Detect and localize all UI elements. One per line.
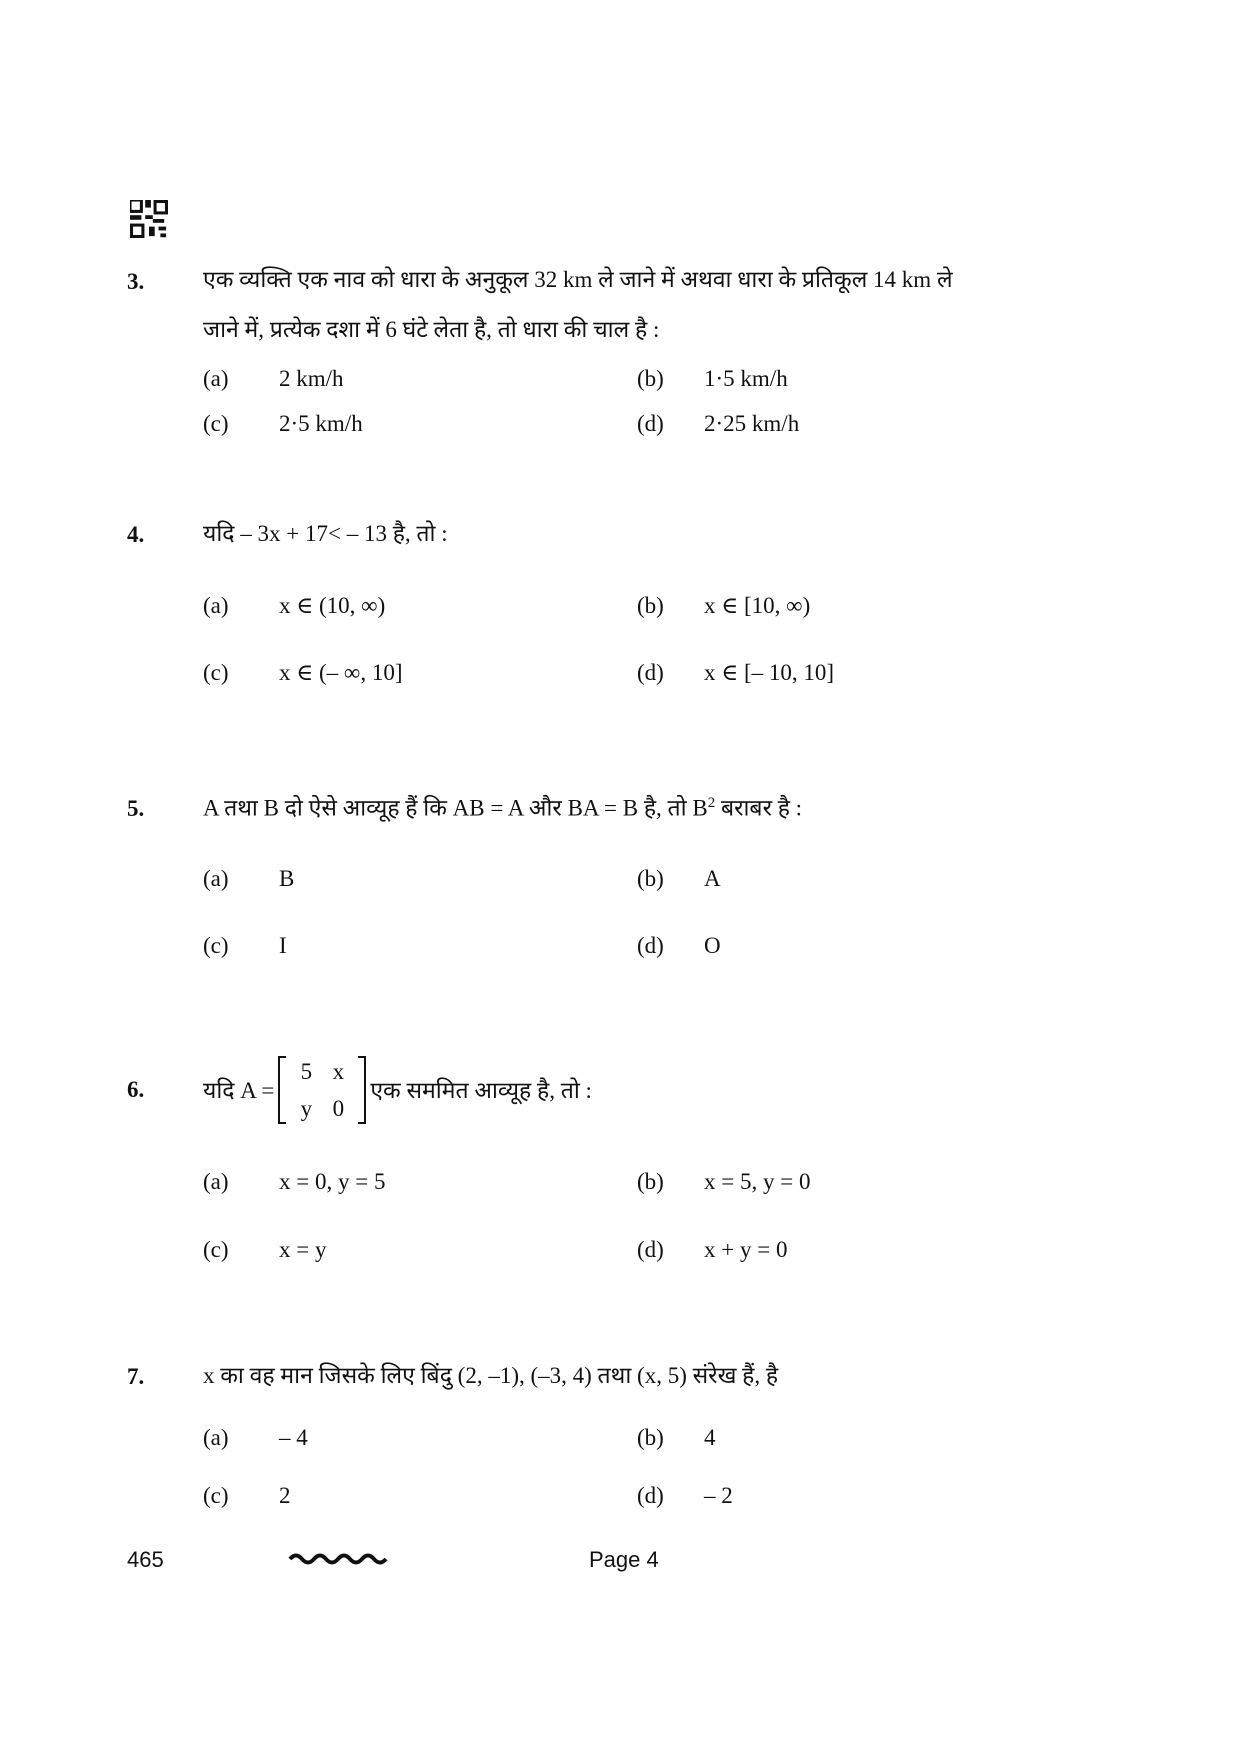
option-label: (a) bbox=[203, 593, 229, 618]
question-number: 5. bbox=[127, 796, 145, 821]
qr-code-icon bbox=[130, 200, 168, 238]
option-value: A bbox=[704, 866, 721, 891]
option-value: – 4 bbox=[279, 1425, 308, 1450]
option-value: – 2 bbox=[704, 1483, 733, 1508]
option-value: x = 5, y = 0 bbox=[704, 1169, 811, 1194]
option-label: (a) bbox=[203, 1425, 229, 1450]
option-value: x + y = 0 bbox=[704, 1237, 788, 1262]
option-label: (d) bbox=[637, 1237, 664, 1262]
option-value: 1·5 km/h bbox=[704, 366, 788, 391]
question-number: 7. bbox=[127, 1364, 145, 1389]
option-label: (c) bbox=[203, 660, 229, 685]
question-number: 3. bbox=[127, 269, 145, 294]
option-label: (d) bbox=[637, 411, 664, 436]
option-label: (c) bbox=[203, 1237, 229, 1262]
matrix-cell: y bbox=[300, 1096, 313, 1121]
wave-divider-icon bbox=[288, 1550, 389, 1568]
option-label: (d) bbox=[637, 933, 664, 958]
question-number: 6. bbox=[127, 1077, 145, 1102]
paper-code: 465 bbox=[127, 1547, 164, 1572]
left-bracket bbox=[278, 1056, 286, 1124]
matrix-cell: 5 bbox=[300, 1059, 313, 1084]
superscript: 2 bbox=[707, 795, 716, 811]
question-text: जाने में, प्रत्येक दशा में 6 घंटे लेता है, तो धारा की चाल है : bbox=[203, 317, 660, 342]
question-text-pre: यदि A = bbox=[203, 1077, 275, 1103]
page-number: Page 4 bbox=[589, 1547, 659, 1572]
option-label: (c) bbox=[203, 411, 229, 436]
option-value: x ∈ [– 10, 10] bbox=[704, 660, 835, 685]
question-text bbox=[203, 796, 802, 820]
option-label: (c) bbox=[203, 933, 229, 958]
option-label: (a) bbox=[203, 1169, 229, 1194]
option-label: (a) bbox=[203, 366, 229, 391]
option-label: (d) bbox=[637, 660, 664, 685]
question-text: एक व्यक्ति एक नाव को धारा के अनुकूल 32 km ले जाने में अथवा धारा के प्रतिकूल 14 km ले bbox=[203, 267, 953, 292]
option-value: O bbox=[704, 933, 721, 958]
option-label: (b) bbox=[637, 866, 664, 891]
option-value: I bbox=[279, 933, 287, 958]
option-value: 2·5 km/h bbox=[279, 411, 363, 436]
question-text-pre: A तथा B दो ऐसे आव्यूह हैं कि AB = A और BA = B है, तो B bbox=[203, 795, 708, 821]
option-value: x = 0, y = 5 bbox=[279, 1169, 386, 1194]
right-bracket bbox=[358, 1056, 366, 1124]
option-value: x ∈ (– ∞, 10] bbox=[279, 660, 403, 685]
option-label: (b) bbox=[637, 1169, 664, 1194]
option-value: 2 km/h bbox=[279, 366, 344, 391]
question-text bbox=[203, 1056, 592, 1124]
option-label: (b) bbox=[637, 366, 664, 391]
option-label: (b) bbox=[637, 1425, 664, 1450]
option-value: x ∈ [10, ∞) bbox=[704, 593, 811, 618]
option-value: 2 bbox=[279, 1483, 291, 1508]
option-value: B bbox=[279, 866, 295, 891]
question-text: x का वह मान जिसके लिए बिंदु (2, –1), (–3, 4) तथा (x, 5) संरेख हैं, है bbox=[203, 1363, 779, 1388]
matrix-cell: 0 bbox=[332, 1096, 345, 1121]
option-value: x = y bbox=[279, 1237, 327, 1262]
option-label: (d) bbox=[637, 1483, 664, 1508]
question-number: 4. bbox=[127, 522, 145, 547]
option-value: 2·25 km/h bbox=[704, 411, 800, 436]
option-value: x ∈ (10, ∞) bbox=[279, 593, 386, 618]
option-value: 4 bbox=[704, 1425, 716, 1450]
question-text-post: एक सममित आव्यूह है, तो : bbox=[370, 1077, 592, 1103]
option-label: (c) bbox=[203, 1483, 229, 1508]
matrix-cell: x bbox=[332, 1059, 345, 1084]
matrix bbox=[278, 1056, 366, 1124]
question-text-post: बराबर है : bbox=[715, 795, 803, 821]
question-text: यदि – 3x + 17< – 13 है, तो : bbox=[203, 521, 448, 546]
option-label: (b) bbox=[637, 593, 664, 618]
option-label: (a) bbox=[203, 866, 229, 891]
